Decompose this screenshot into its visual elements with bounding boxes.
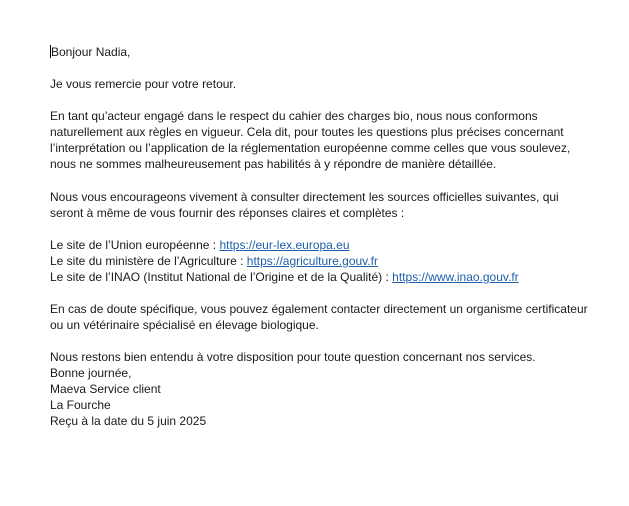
paragraph2-line-2: seront à même de vous fournir des réponses claires et complètes : <box>50 205 405 220</box>
farewell-line: Bonne journée, <box>50 366 132 381</box>
paragraph3-line-1: En cas de doute spécifique, vous pouvez également contacter directement un organisme certificateur <box>50 301 588 316</box>
eur-lex-link[interactable]: https://eur-lex.europa.eu <box>219 237 350 252</box>
spacer <box>50 172 620 188</box>
greeting: Bonjour Nadia, <box>51 45 131 59</box>
email-document <box>50 44 620 429</box>
paragraph3-line-2: ou un vétérinaire spécialisé en élevage biologique. <box>50 317 319 332</box>
source-eu <box>50 237 620 253</box>
spacer <box>50 333 620 349</box>
source-agriculture-label: Le site du ministère de l’Agriculture : <box>50 253 247 268</box>
spacer <box>50 92 620 108</box>
inao-link[interactable]: https://www.inao.gouv.fr <box>392 269 519 284</box>
spacer <box>50 221 620 237</box>
signature-name: Maeva Service client <box>50 382 161 397</box>
paragraph1-line-4: nous ne sommes malheureusement pas habilités à y répondre de manière détaillée. <box>50 157 497 172</box>
spacer <box>50 285 620 301</box>
source-inao-label: Le site de l’INAO (Institut National de l’Origine et de la Qualité) : <box>50 269 393 284</box>
source-inao <box>50 269 620 285</box>
spacer <box>50 60 620 76</box>
greeting-line[interactable] <box>50 44 620 60</box>
paragraph1-line-1: En tant qu’acteur engagé dans le respect du cahier des charges bio, nous nous conformons <box>50 109 538 124</box>
thanks-line: Je vous remercie pour votre retour. <box>50 77 237 92</box>
source-agriculture <box>50 253 620 269</box>
paragraph1-line-3: l’interprétation ou l’application de la réglementation européenne comme celles que vous soulevez, <box>50 141 571 156</box>
agriculture-link[interactable]: https://agriculture.gouv.fr <box>246 253 378 268</box>
received-date: Reçu à la date du 5 juin 2025 <box>50 414 207 429</box>
paragraph1-line-2: naturellement aux règles en vigueur. Cela dit, pour toutes les questions plus précises concernant <box>50 125 564 140</box>
paragraph2-line-1: Nous vous encourageons vivement à consulter directement les sources officielles suivantes, qui <box>50 189 559 204</box>
closing-line: Nous restons bien entendu à votre disposition pour toute question concernant nos services. <box>50 350 536 365</box>
source-eu-label: Le site de l’Union européenne : <box>50 237 220 252</box>
signature-company: La Fourche <box>50 398 111 413</box>
